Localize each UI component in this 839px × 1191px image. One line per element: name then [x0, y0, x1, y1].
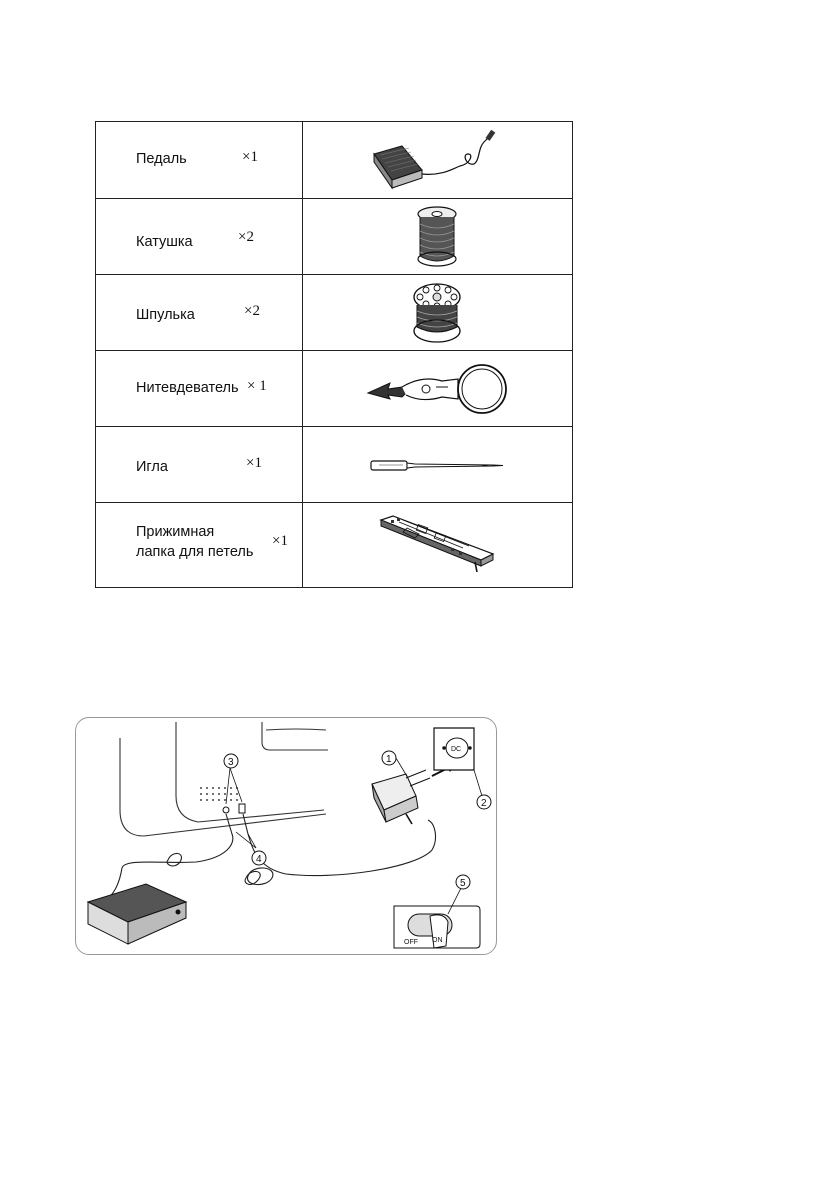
item-quantity: ×1	[246, 455, 262, 471]
item-quantity: ×2	[238, 229, 254, 245]
table-row	[96, 199, 573, 275]
item-cell	[96, 503, 303, 588]
switch-off-label: OFF	[404, 939, 418, 946]
callout-1	[382, 751, 396, 765]
callout-5	[456, 875, 470, 889]
table-row	[96, 275, 573, 351]
table-row	[96, 351, 573, 427]
item-cell	[96, 275, 303, 351]
svg-text:4: 4	[256, 854, 262, 865]
item-quantity: ×1	[242, 149, 258, 165]
callout-2	[477, 795, 491, 809]
machine-sockets	[223, 804, 245, 813]
accessories-table	[95, 121, 573, 588]
foot-pedal-icon	[88, 884, 186, 944]
vent-grille	[200, 787, 238, 801]
svg-text:5: 5	[460, 878, 466, 889]
svg-text:1: 1	[386, 754, 392, 765]
item-name: Нитевдеватель	[136, 380, 239, 396]
table-row	[96, 427, 573, 503]
thread-spool-icon	[407, 204, 467, 270]
item-cell	[96, 351, 303, 427]
needle-icon	[367, 455, 507, 475]
needle-threader-icon	[362, 361, 512, 417]
item-quantity: ×2	[244, 303, 260, 319]
item-cell	[96, 199, 303, 275]
item-name: Педаль	[136, 151, 187, 167]
svg-text:2: 2	[481, 798, 487, 809]
image-cell	[302, 199, 572, 275]
image-cell	[302, 503, 572, 588]
switch-on-label: ON	[432, 937, 443, 944]
bobbin-icon	[407, 281, 467, 345]
callout-leaders	[226, 758, 482, 914]
item-name: Игла	[136, 459, 168, 475]
item-name: Прижимная лапка для петель	[136, 524, 254, 560]
item-name: Катушка	[136, 234, 193, 250]
item-cell	[96, 427, 303, 503]
callout-4	[252, 851, 266, 865]
connection-illustration	[76, 718, 496, 954]
table-row	[96, 503, 573, 588]
image-cell	[302, 427, 572, 503]
svg-text:3: 3	[228, 757, 234, 768]
image-cell	[302, 275, 572, 351]
image-cell	[302, 122, 572, 199]
power-adapter-icon	[372, 770, 430, 824]
sewing-machine-icon	[120, 722, 328, 836]
callout-3	[224, 754, 238, 768]
buttonhole-foot-icon	[377, 512, 497, 578]
power-connection-diagram	[75, 717, 497, 955]
wall-socket-icon	[434, 728, 474, 770]
item-cell	[96, 122, 303, 199]
item-quantity: ×1	[272, 533, 288, 549]
item-quantity: × 1	[247, 378, 267, 394]
power-switch-icon	[394, 906, 480, 948]
image-cell	[302, 351, 572, 427]
item-name: Шпулька	[136, 307, 195, 323]
socket-label: DC	[451, 746, 462, 753]
table-row	[96, 122, 573, 199]
foot-pedal-icon	[362, 124, 512, 196]
